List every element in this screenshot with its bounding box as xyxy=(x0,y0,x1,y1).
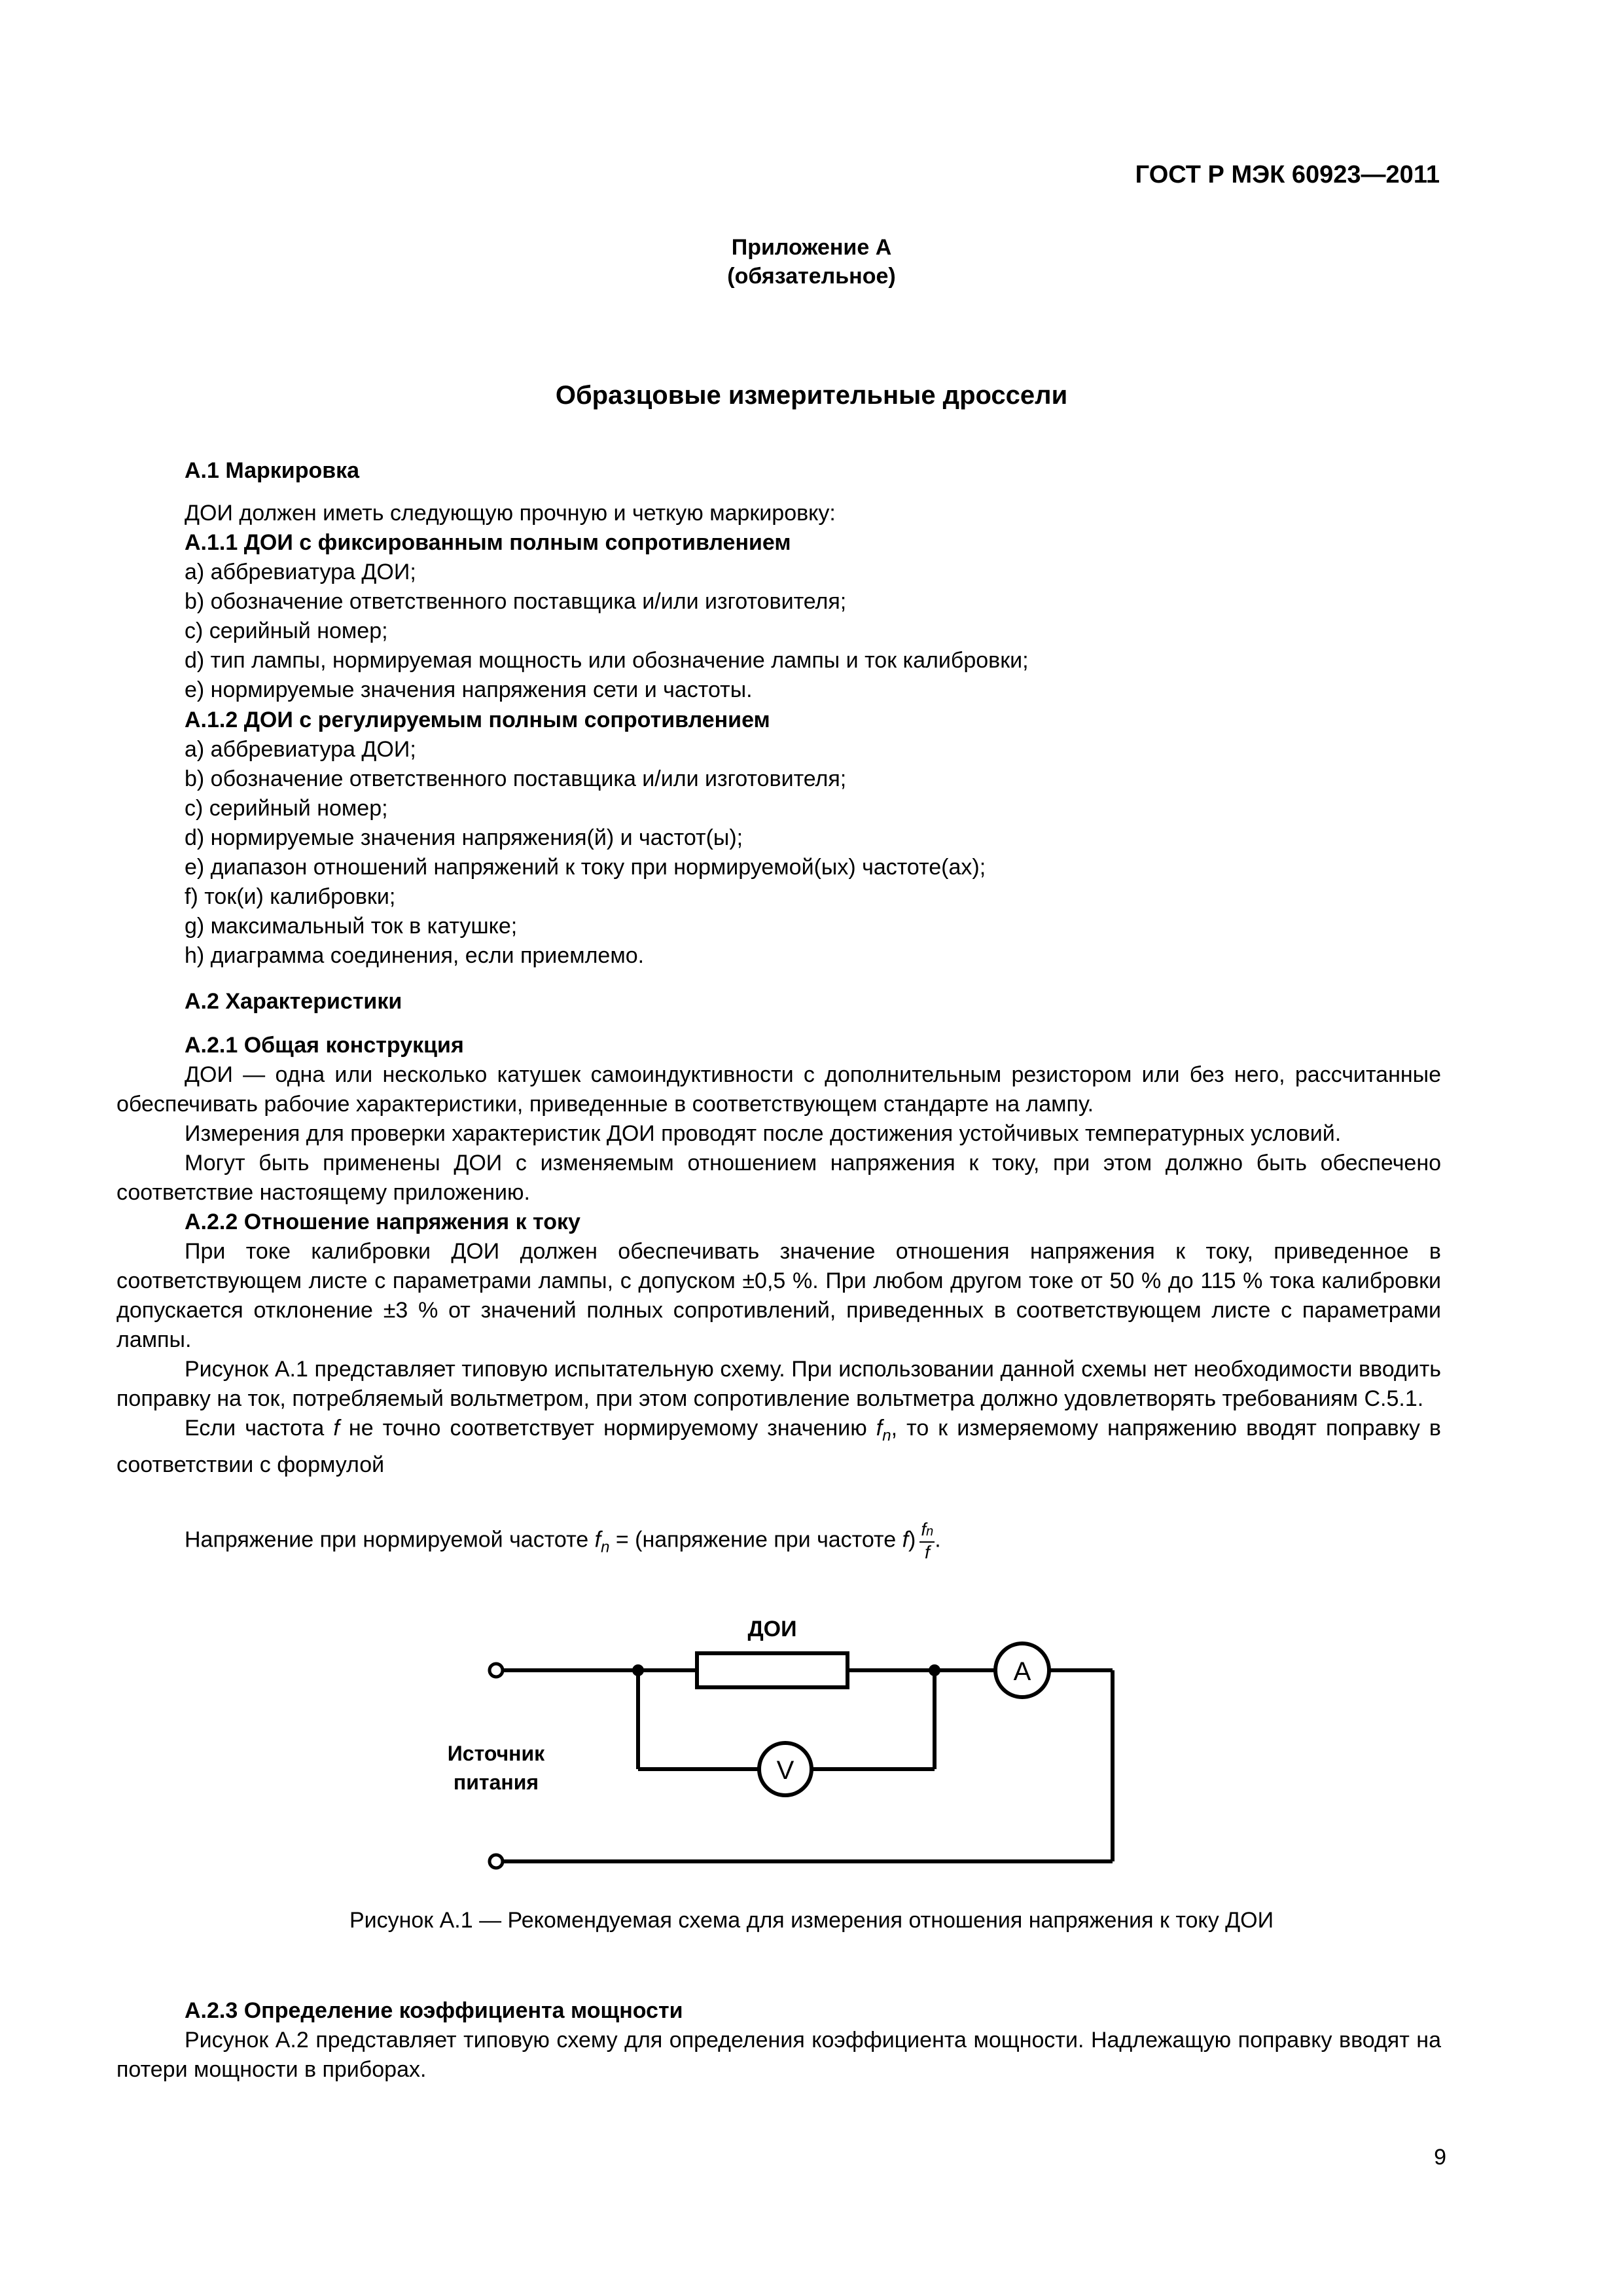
junction-left xyxy=(632,1664,644,1676)
formula: Напряжение при нормируемой частоте $f_n$ = (напряжение при частоте f) $\frac{fn}{f}$ . xyxy=(185,1519,941,1562)
section-heading-a12: А.1.2 ДОИ с регулируемым полным сопротивлением xyxy=(185,708,770,732)
paragraph: Рисунок А.1 представляет типовую испытательную схему. При использовании данной схемы нет необходимости вводить поправку на ток, потребляемый вольтметром, при этом сопротивление вольтметра должно удовлетворять требованиям С.5.1. xyxy=(116,1357,1441,1411)
section-heading-a11: А.1.1 ДОИ с фиксированным полным сопротивлением xyxy=(185,530,791,555)
terminal-bottom xyxy=(490,1855,503,1868)
list-item: a) аббревиатура ДОИ; xyxy=(185,737,416,762)
appendix-title: Приложение А xyxy=(731,235,892,260)
doi-label: ДОИ xyxy=(747,1617,797,1641)
paragraph-a1-intro: ДОИ должен иметь следующую прочную и четкую маркировку: xyxy=(185,501,836,526)
list-item: g) максимальный ток в катушке; xyxy=(185,914,518,939)
section-heading-a23: А.2.3 Определение коэффициента мощности xyxy=(185,1998,683,2023)
junction-right xyxy=(929,1664,940,1676)
section-heading-a22: А.2.2 Отношение напряжения к току xyxy=(185,1210,580,1234)
page-number: 9 xyxy=(1434,2145,1446,2170)
figure-caption: Рисунок А.1 — Рекомендуемая схема для измерения отношения напряжения к току ДОИ xyxy=(349,1908,1274,1933)
source-label-line2: питания xyxy=(453,1770,539,1794)
main-title: Образцовые измерительные дроссели xyxy=(555,381,1068,410)
source-label-line1: Источник xyxy=(447,1742,545,1765)
appendix-status: (обязательное) xyxy=(727,264,896,289)
list-item: e) диапазон отношений напряжений к току при нормируемой(ых) частоте(ах); xyxy=(185,855,986,880)
list-item: h) диаграмма соединения, если приемлемо. xyxy=(185,943,645,968)
section-heading-a21: А.2.1 Общая конструкция xyxy=(185,1033,464,1058)
ammeter-label: A xyxy=(1013,1657,1031,1686)
paragraph-frequency-correction: Если частота f не точно соответствует нормируемому значению $f_n$, то к измеряемому напряжению вводят поправку в соответствии с формулой xyxy=(116,1416,1441,1477)
formula-fraction: $\frac{fn}{f}$ xyxy=(921,1519,934,1562)
list-item: c) серийный номер; xyxy=(185,619,388,643)
list-item: f) ток(и) калибровки; xyxy=(185,884,396,909)
paragraph: При токе калибровки ДОИ должен обеспечивать значение отношения напряжения к току, приведенное в соответствующем листе с параметрами лампы, с допуском ±0,5 %. При любом другом токе от 50 % до 115 % тока калибровки допускается отклонение ±3 % от значений полных сопротивлений, приведенных в соответствующем листе с параметрами лампы. xyxy=(116,1239,1441,1352)
section-heading-a1: А.1 Маркировка xyxy=(185,458,360,483)
doi-resistor xyxy=(697,1653,847,1687)
list-item: e) нормируемые значения напряжения сети и частоты. xyxy=(185,677,753,702)
list-item: c) серийный номер; xyxy=(185,796,388,821)
paragraph: Измерения для проверки характеристик ДОИ проводят после достижения устойчивых температурных условий. xyxy=(185,1121,1342,1146)
paragraph: ДОИ — одна или несколько катушек самоиндуктивности с дополнительным резистором или без него, рассчитанные обеспечивать рабочие характеристики, приведенные в соответствующем стандарте на лампу. xyxy=(116,1062,1441,1117)
section-heading-a2: А.2 Характеристики xyxy=(185,989,402,1014)
list-item: d) нормируемые значения напряжения(й) и частот(ы); xyxy=(185,825,743,850)
document-standard-number: ГОСТ Р МЭК 60923—2011 xyxy=(1135,161,1440,188)
list-item: b) обозначение ответственного поставщика и/или изготовителя; xyxy=(185,766,847,791)
paragraph-a23: Рисунок А.2 представляет типовую схему для определения коэффициента мощности. Надлежащую поправку вводят на потери мощности в приборах. xyxy=(116,2028,1441,2082)
list-item: a) аббревиатура ДОИ; xyxy=(185,560,416,584)
paragraph: Могут быть применены ДОИ с изменяемым отношением напряжения к току, при этом должно быть обеспечено соответствие настоящему приложению. xyxy=(116,1151,1441,1205)
list-item: d) тип лампы, нормируемая мощность или обозначение лампы и ток калибровки; xyxy=(185,648,1029,673)
voltmeter-label: V xyxy=(776,1756,794,1785)
list-item: b) обозначение ответственного поставщика и/или изготовителя; xyxy=(185,589,847,614)
terminal-top xyxy=(490,1664,503,1677)
